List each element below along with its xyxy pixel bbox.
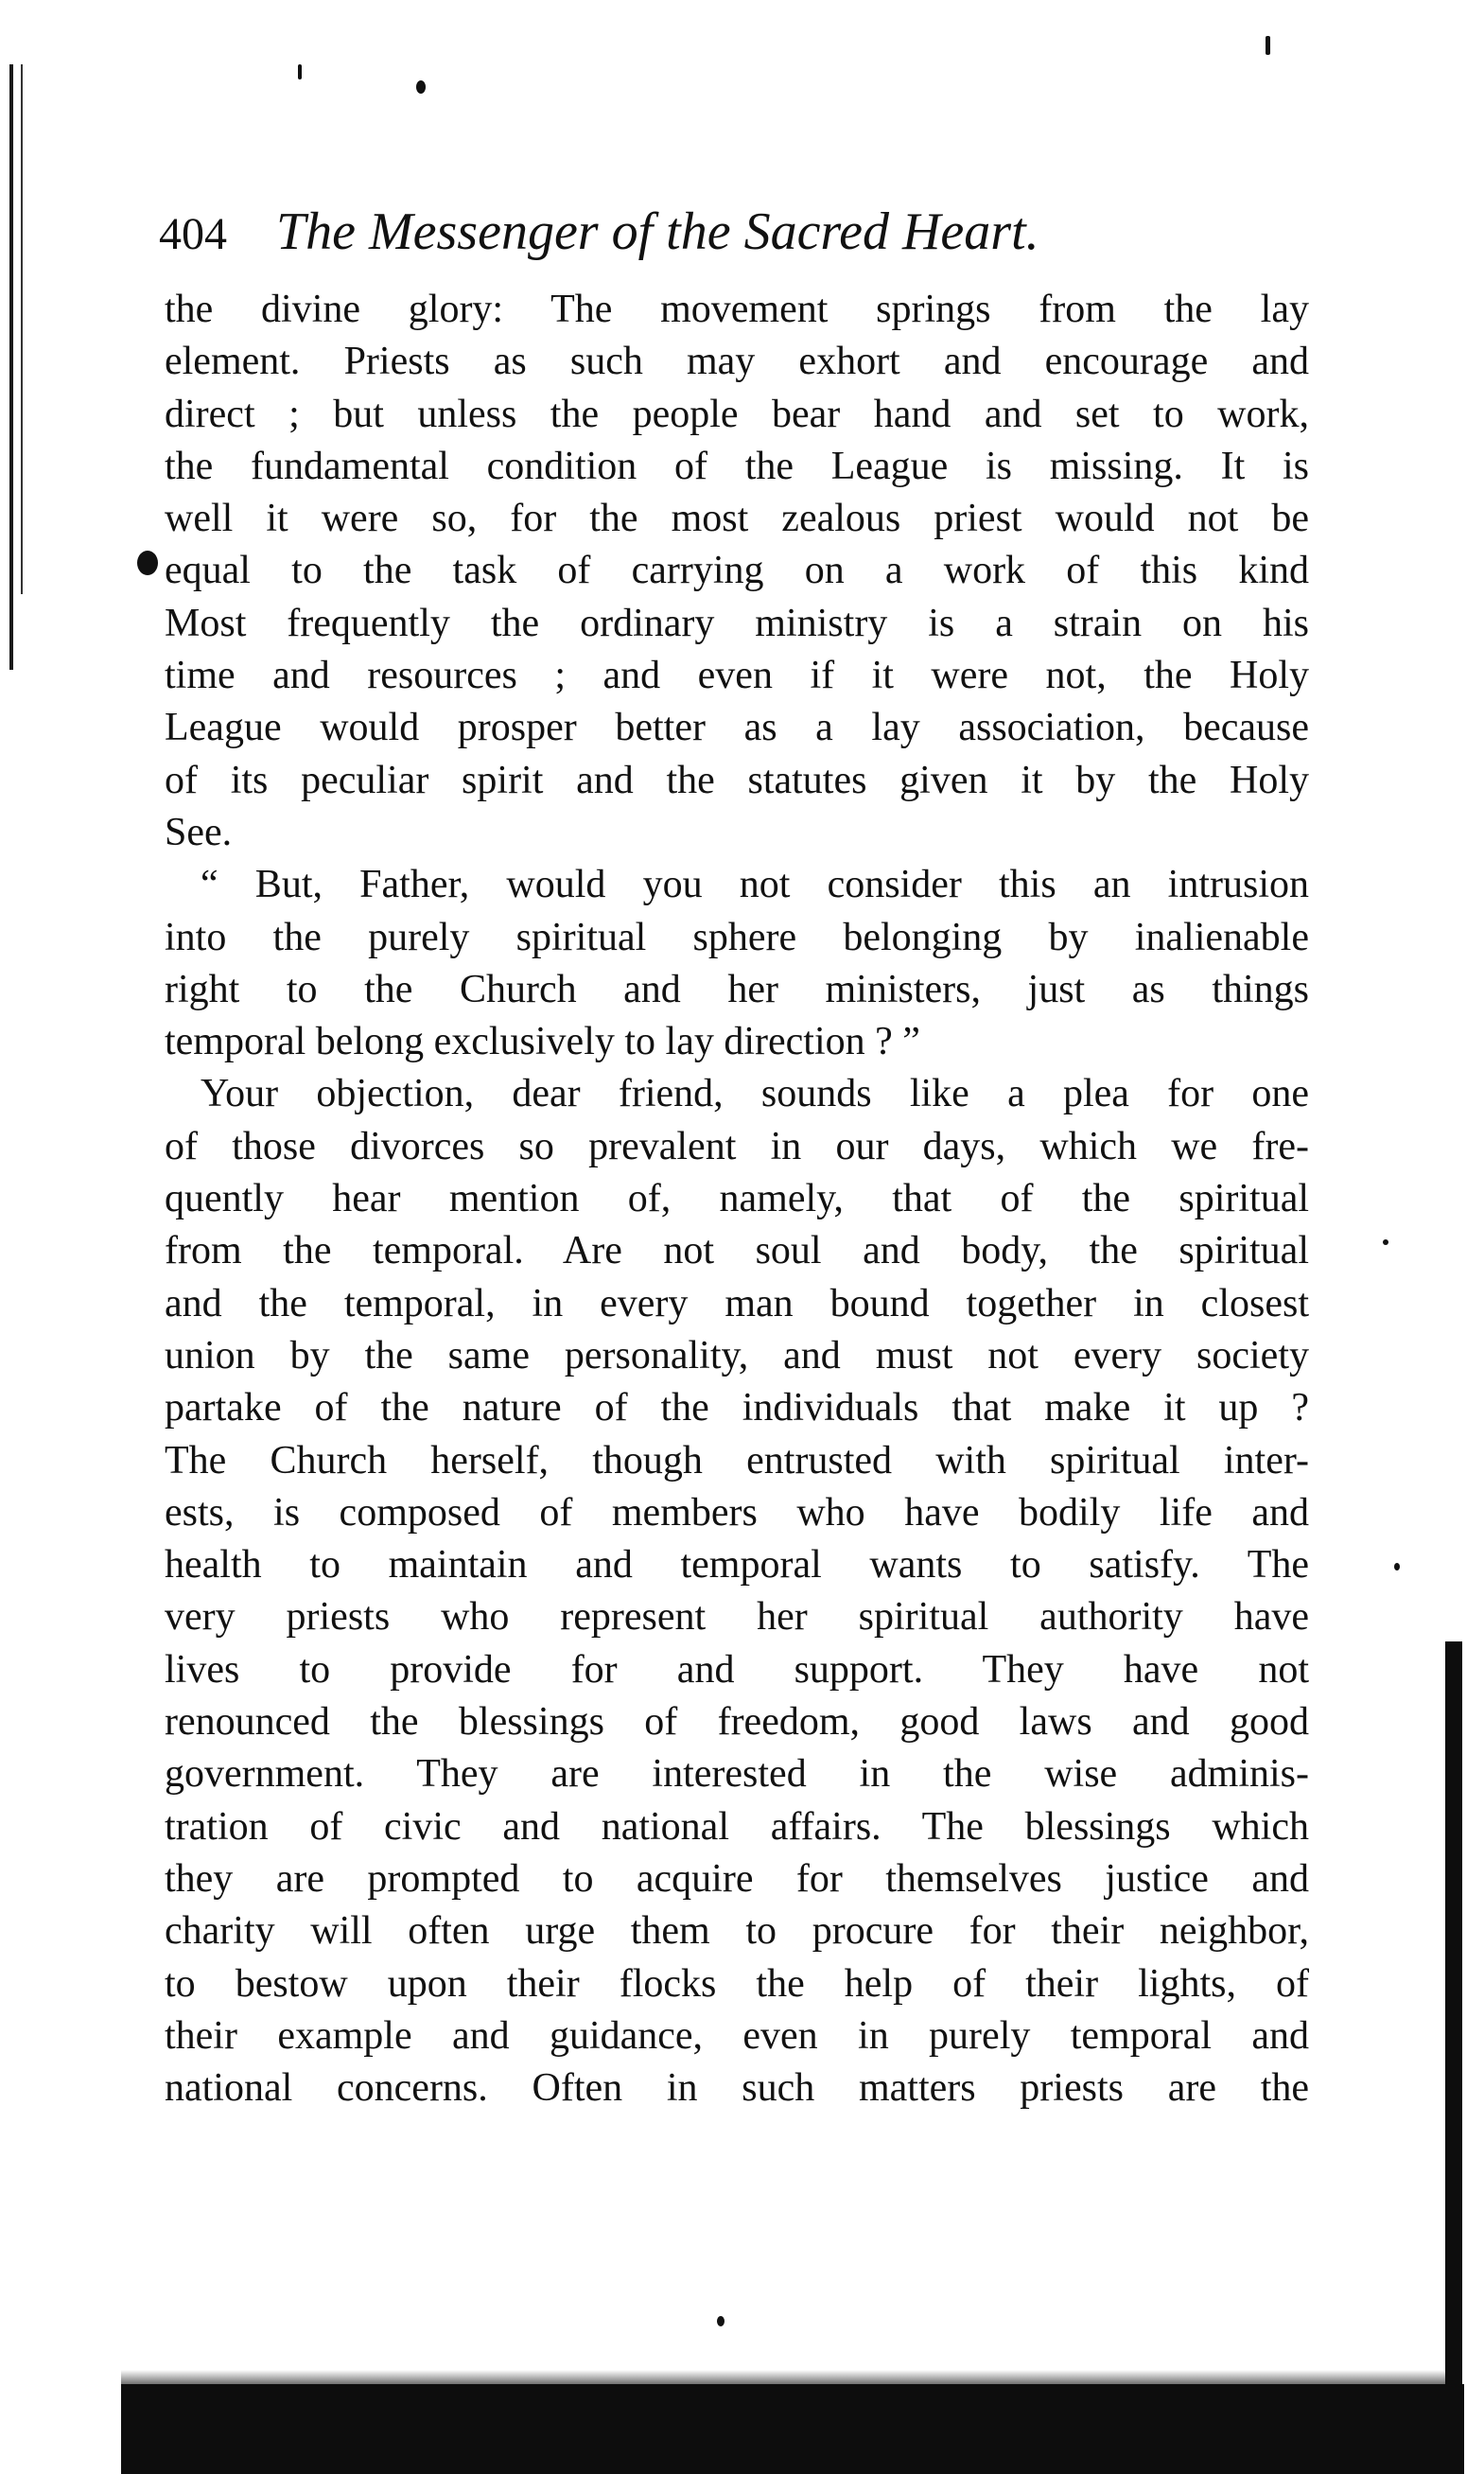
text-line: element. Priests as such may exhort and encourage and	[165, 340, 1309, 384]
text-line: well it were so, for the most zealous priest would not be	[165, 497, 1309, 541]
text-line: and the temporal, in every man bound together in closest	[165, 1281, 1309, 1325]
text-line: Most frequently the ordinary ministry is a strain on his	[165, 601, 1309, 645]
text-line: direct ; but unless the people bear hand and set to work,	[165, 392, 1309, 436]
scan-shadow	[121, 2384, 1464, 2474]
ink-speck	[1394, 1563, 1400, 1570]
text-line: right to the Church and her ministers, just as things	[165, 967, 1309, 1011]
ink-speck	[137, 551, 158, 575]
page-number: 404	[159, 209, 227, 259]
text-line: from the temporal. Are not soul and body, the spiritual	[165, 1229, 1309, 1273]
text-line: Your objection, dear friend, sounds like a plea for one	[201, 1072, 1309, 1116]
running-title: The Messenger of the Sacred Heart.	[276, 202, 1039, 261]
text-line: of those divorces so prevalent in our days, which we fre-	[165, 1124, 1309, 1168]
text-line: government. They are interested in the wise adminis-	[165, 1752, 1309, 1797]
binding-edge-mark	[1445, 1641, 1462, 2417]
text-line: health to maintain and temporal wants to satisfy. The	[165, 1543, 1309, 1588]
text-line: “ But, Father, would you not consider this an intrusion	[201, 863, 1309, 907]
text-line: charity will often urge them to procure for their neighbor,	[165, 1909, 1309, 1954]
ink-speck	[416, 80, 426, 94]
text-line: very priests who represent her spiritual authority have	[165, 1595, 1309, 1640]
text-line: quently hear mention of, namely, that of the spiritual	[165, 1177, 1309, 1221]
text-line: they are prompted to acquire for themselves justice and	[165, 1856, 1309, 1901]
text-line: The Church herself, though entrusted with spiritual inter-	[165, 1438, 1309, 1483]
text-line: union by the same personality, and must not every society	[165, 1333, 1309, 1377]
text-line: lives to provide for and support. They have not	[165, 1647, 1309, 1692]
text-line: League would prosper better as a lay association, because	[165, 706, 1309, 750]
text-line: to bestow upon their flocks the help of their lights, of	[165, 1961, 1309, 2006]
text-line: equal to the task of carrying on a work of this kind	[165, 549, 1309, 593]
text-line: their example and guidance, even in purely temporal and	[165, 2013, 1309, 2058]
ink-speck	[298, 64, 302, 79]
text-line: the divine glory: The movement springs from the lay	[165, 288, 1309, 331]
binding-edge-mark	[9, 64, 13, 670]
ink-speck	[1266, 36, 1270, 55]
text-line: ests, is composed of members who have bodily life and	[165, 1490, 1309, 1535]
text-line: renounced the blessings of freedom, good laws and good	[165, 1700, 1309, 1745]
body-text	[165, 284, 1309, 2114]
text-line: See.	[165, 810, 233, 854]
text-line: partake of the nature of the individuals that make it up ?	[165, 1386, 1309, 1430]
text-line: the fundamental condition of the League is missing. It is	[165, 444, 1309, 488]
page-header	[159, 194, 1341, 270]
binding-edge-mark	[21, 64, 23, 594]
ink-speck	[1383, 1239, 1388, 1245]
text-line: temporal belong exclusively to lay direction ? ”	[165, 1020, 920, 1064]
text-line: into the purely spiritual sphere belonging by inalienable	[165, 915, 1309, 959]
text-line: of its peculiar spirit and the statutes given it by the Holy	[165, 758, 1309, 802]
text-line: national concerns. Often in such matters priests are the	[165, 2066, 1309, 2111]
ink-speck	[717, 2316, 725, 2326]
text-line: tration of civic and national affairs. The blessings which	[165, 1804, 1309, 1849]
text-line: time and resources ; and even if it were not, the Holy	[165, 654, 1309, 698]
